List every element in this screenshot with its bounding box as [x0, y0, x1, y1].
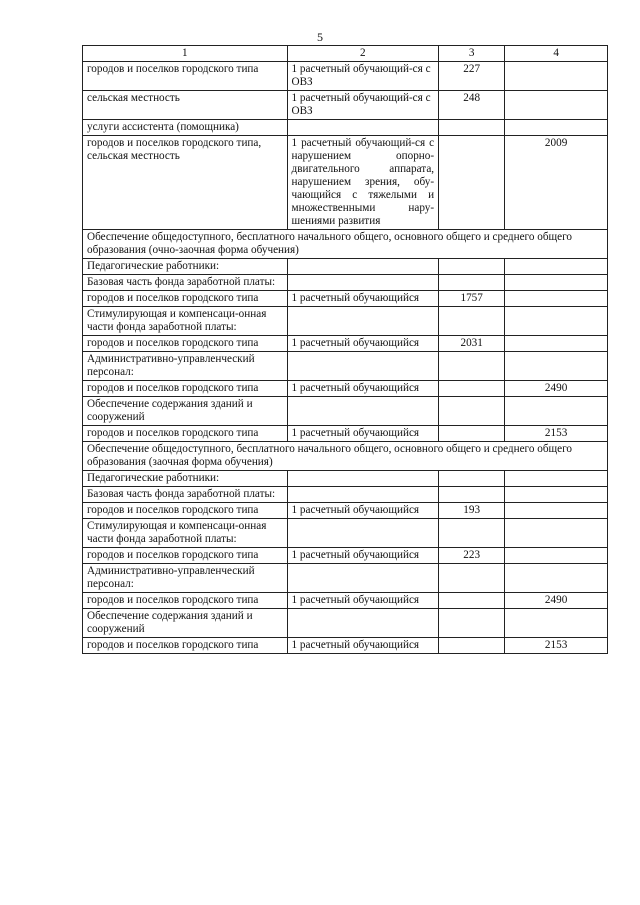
table-row: [83, 638, 608, 654]
table-row: [83, 548, 608, 564]
column-header-1: 1: [83, 46, 288, 62]
total-cell: [505, 352, 608, 381]
unit-cell: 1 расчетный обучающийся: [287, 638, 439, 654]
unit-cell: 1 расчетный обучающийся: [287, 548, 439, 564]
unit-cell: [287, 275, 439, 291]
section-heading: Обеспечение общедоступного, бесплатного начального общего, основного общего и среднего общего образования (заочная форма обучения): [83, 442, 608, 471]
value-cell: [439, 259, 505, 275]
value-cell: [439, 638, 505, 654]
row-label-cell: городов и поселков городского типа: [83, 381, 288, 397]
row-label-cell: Стимулирующая и компенсаци-онная части фонда заработной платы:: [83, 307, 288, 336]
value-cell: [439, 352, 505, 381]
table-row: [83, 519, 608, 548]
row-label-cell: Обеспечение содержания зданий и сооружений: [83, 609, 288, 638]
table-row: [83, 120, 608, 136]
row-label-cell: городов и поселков городского типа: [83, 426, 288, 442]
row-label-cell: Базовая часть фонда заработной платы:: [83, 275, 288, 291]
table-row: [83, 136, 608, 230]
total-cell: [505, 275, 608, 291]
table-header-row: [83, 46, 608, 62]
table-row: [83, 381, 608, 397]
unit-cell: 1 расчетный обучающий-ся с ОВЗ: [287, 62, 439, 91]
unit-cell: [287, 352, 439, 381]
unit-cell: [287, 307, 439, 336]
value-cell: [439, 397, 505, 426]
table-row: [83, 259, 608, 275]
unit-cell: 1 расчетный обучающийся: [287, 291, 439, 307]
value-cell: 1757: [439, 291, 505, 307]
funding-table: [82, 45, 608, 654]
total-cell: [505, 503, 608, 519]
value-cell: [439, 120, 505, 136]
row-label-cell: городов и поселков городского типа: [83, 291, 288, 307]
row-label-cell: Обеспечение содержания зданий и сооружений: [83, 397, 288, 426]
value-cell: [439, 426, 505, 442]
table-row: [83, 471, 608, 487]
value-cell: 2031: [439, 336, 505, 352]
row-label-cell: городов и поселков городского типа: [83, 548, 288, 564]
value-cell: [439, 593, 505, 609]
row-label-cell: городов и поселков городского типа: [83, 336, 288, 352]
unit-cell: 1 расчетный обучающийся: [287, 426, 439, 442]
unit-cell: [287, 120, 439, 136]
table-row: [83, 397, 608, 426]
row-label-cell: городов и поселков городского типа: [83, 503, 288, 519]
row-label-cell: городов и поселков городского типа: [83, 62, 288, 91]
column-header-2: 2: [287, 46, 439, 62]
row-label-cell: городов и поселков городского типа: [83, 593, 288, 609]
page-number: 5: [317, 30, 323, 44]
unit-cell: [287, 471, 439, 487]
row-label-cell: городов и поселков городского типа: [83, 638, 288, 654]
unit-cell: 1 расчетный обучающий-ся с ОВЗ: [287, 91, 439, 120]
total-cell: 2153: [505, 426, 608, 442]
table-row: [83, 609, 608, 638]
unit-cell: [287, 487, 439, 503]
total-cell: 2153: [505, 638, 608, 654]
table-row: [83, 487, 608, 503]
row-label-cell: Педагогические работники:: [83, 259, 288, 275]
total-cell: 2490: [505, 381, 608, 397]
row-label-cell: Административно-управленческий персонал:: [83, 352, 288, 381]
total-cell: [505, 519, 608, 548]
total-cell: [505, 487, 608, 503]
value-cell: 248: [439, 91, 505, 120]
unit-cell: 1 расчетный обучающийся: [287, 593, 439, 609]
table-row: [83, 593, 608, 609]
value-cell: [439, 519, 505, 548]
row-label-cell: Педагогические работники:: [83, 471, 288, 487]
column-header-3: 3: [439, 46, 505, 62]
total-cell: [505, 307, 608, 336]
row-label-cell: Административно-управленческий персонал:: [83, 564, 288, 593]
total-cell: [505, 609, 608, 638]
section-heading-row: [83, 230, 608, 259]
section-heading-row: [83, 442, 608, 471]
row-label-cell: Стимулирующая и компенсаци-онная части фонда заработной платы:: [83, 519, 288, 548]
unit-cell: [287, 609, 439, 638]
unit-cell: 1 расчетный обучающийся: [287, 381, 439, 397]
total-cell: [505, 91, 608, 120]
value-cell: [439, 136, 505, 230]
value-cell: 223: [439, 548, 505, 564]
value-cell: [439, 275, 505, 291]
table-row: [83, 336, 608, 352]
value-cell: [439, 381, 505, 397]
row-label-cell: городов и поселков городского типа, сельская местность: [83, 136, 288, 230]
total-cell: [505, 397, 608, 426]
unit-cell: [287, 259, 439, 275]
row-label-cell: Базовая часть фонда заработной платы:: [83, 487, 288, 503]
value-cell: 227: [439, 62, 505, 91]
table-row: [83, 62, 608, 91]
column-header-4: 4: [505, 46, 608, 62]
unit-cell: 1 расчетный обучающийся: [287, 336, 439, 352]
value-cell: 193: [439, 503, 505, 519]
total-cell: [505, 336, 608, 352]
total-cell: 2009: [505, 136, 608, 230]
table-body: [83, 46, 608, 654]
table-row: [83, 426, 608, 442]
unit-cell: 1 расчетный обучающийся: [287, 503, 439, 519]
row-label-cell: сельская местность: [83, 91, 288, 120]
table-row: [83, 564, 608, 593]
table-row: [83, 291, 608, 307]
total-cell: [505, 548, 608, 564]
section-heading: Обеспечение общедоступного, бесплатного начального общего, основного общего и среднего общего образования (очно-заочная форма обучения): [83, 230, 608, 259]
total-cell: [505, 291, 608, 307]
unit-cell: 1 расчетный обучающий-ся с нарушением опорно-двигательного аппарата, нарушением зрения, обу-чающийся с тяжелыми и множественными нару-шениями развития: [287, 136, 439, 230]
value-cell: [439, 609, 505, 638]
table-row: [83, 307, 608, 336]
table-row: [83, 352, 608, 381]
value-cell: [439, 487, 505, 503]
total-cell: [505, 259, 608, 275]
unit-cell: [287, 519, 439, 548]
total-cell: [505, 471, 608, 487]
total-cell: [505, 120, 608, 136]
total-cell: [505, 62, 608, 91]
row-label-cell: услуги ассистента (помощника): [83, 120, 288, 136]
unit-cell: [287, 564, 439, 593]
total-cell: 2490: [505, 593, 608, 609]
table-row: [83, 275, 608, 291]
value-cell: [439, 564, 505, 593]
table-row: [83, 503, 608, 519]
total-cell: [505, 564, 608, 593]
unit-cell: [287, 397, 439, 426]
value-cell: [439, 471, 505, 487]
value-cell: [439, 307, 505, 336]
table-row: [83, 91, 608, 120]
